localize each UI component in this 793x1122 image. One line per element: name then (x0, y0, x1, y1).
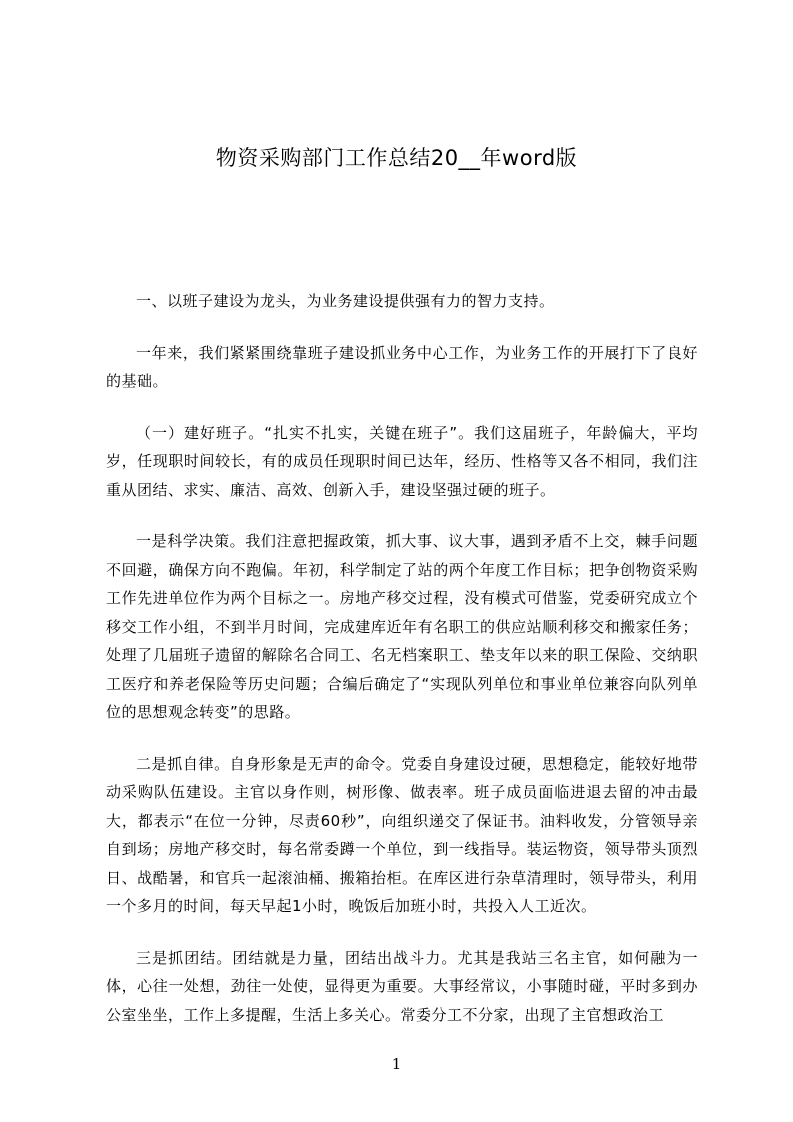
page-number: 1 (391, 1055, 402, 1073)
paragraph-unity: 三是抓团结。团结就是力量，团结出战斗力。尤其是我站三名主官，如何融为一体，心往一处想，劲往一处使，显得更为重要。大事经常议，小事随时碰，平时多到办公室坐坐，工作上多提醒，生活上多关心。常委分工不分家，出现了主官想政治工 (106, 948, 698, 1024)
paragraph-build-team: （一）建好班子。“扎实不扎实，关键在班子”。我们这届班子，年龄偏大，平均岁，任现职时间较长，有的成员任现职时间已达年，经历、性格等又各不相同，我们注重从团结、求实、廉洁、高效、创新入手，建设坚强过硬的班子。 (106, 423, 698, 499)
paragraph-decision-making: 一是科学决策。我们注意把握政策，抓大事、议大事，遇到矛盾不上交，棘手问题不回避，确保方向不跑偏。年初，科学制定了站的两个年度工作目标；把争创物资采购工作先进单位作为两个目标之一。房地产移交过程，没有模式可借鉴，党委研究成立个移交工作小组，不到半月时间，完成建库近年有名职工的供应站顺利移交和搬家任务；处理了几届班子遗留的解除名合同工、名无档案职工、垫支年以来的职工保险、交纳职工医疗和养老保险等历史问题；合编后确定了“实现队列单位和事业单位兼容向队列单位的思想观念转变”的思路。 (106, 532, 698, 721)
document-body (106, 287, 698, 1052)
paragraph-self-discipline: 二是抓自律。自身形象是无声的命令。党委自身建设过硬，思想稳定，能较好地带动采购队伍建设。主官以身作则，树形像、做表率。班子成员面临进退去留的冲击最大，都表示“在位一分钟，尽责60秒”，向组织递交了保证书。油料收发，分管领导亲自到场；房地产移交时，每名常委蹲一个单位，到一线指导。装运物资，领导带头顶烈日、战酷暑，和官兵一起滚油桶、搬箱抬柜。在库区进行杂草清理时，领导带头，利用一个多月的时间，每天早起1小时，晚饭后加班小时，共投入人工近次。 (106, 754, 698, 915)
section-heading-1: 一、以班子建设为龙头，为业务建设提供强有力的智力支持。 (136, 292, 555, 310)
document-title: 物资采购部门工作总结20__年word版 (215, 146, 578, 170)
paragraph-intro: 一年来，我们紧紧围绕靠班子建设抓业务中心工作，为业务工作的开展打下了良好的基础。 (106, 343, 698, 390)
